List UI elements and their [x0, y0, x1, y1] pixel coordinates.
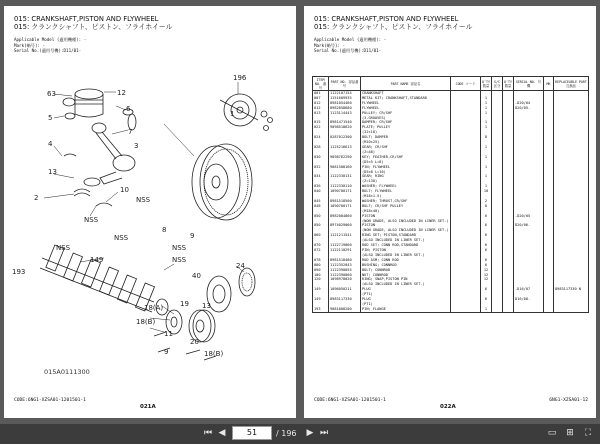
- callout: 20: [190, 338, 199, 346]
- table-cell: (Z=48): [361, 150, 451, 155]
- parts-column-header: Q'TY 数量: [503, 77, 514, 91]
- table-cell: 045: [313, 199, 329, 204]
- right-title-jp: 015: クランクシャフト、ピストン、フライホイール: [314, 22, 473, 31]
- table-cell: RING SET; PISTON,STANDARD: [361, 233, 451, 238]
- callout: NSS: [114, 234, 129, 242]
- table-cell: D16/08-: [514, 297, 544, 302]
- table-cell: 015: [313, 120, 329, 125]
- table-cell: 028: [313, 145, 329, 150]
- parts-column-header: Q'TY 数量: [481, 77, 492, 91]
- callout: 4: [48, 140, 53, 148]
- table-cell: 050: [313, 223, 329, 228]
- diagram-code: 015A0111300: [44, 368, 90, 376]
- callout: 11: [164, 330, 173, 338]
- table-cell: 1090700171: [329, 189, 361, 194]
- table-cell: 070: [313, 243, 329, 248]
- right-header: [314, 16, 472, 31]
- table-cell: 6: [481, 263, 492, 268]
- callout: 18(A): [144, 304, 164, 312]
- table-cell: (NON GRADE, ALSO INCLUDED IN LINER SET.): [362, 218, 449, 223]
- left-footer-code: CODE:6NG1-XZSA01-1201501-1: [14, 398, 86, 403]
- table-cell: 012: [313, 106, 329, 111]
- table-cell: KEY; FEATHER,CR/SHF: [361, 155, 451, 160]
- table-cell: 072: [313, 248, 329, 253]
- table-cell: 1123114443: [329, 111, 361, 116]
- damper-drawing: [220, 94, 273, 131]
- callout: NSS: [172, 256, 187, 264]
- table-cell: 149: [313, 297, 329, 302]
- callout: NSS: [84, 216, 99, 224]
- table-cell: PLATE; PULLEY: [361, 125, 451, 130]
- table-cell: 6: [481, 297, 492, 302]
- table-cell: 9081508160: [329, 165, 361, 170]
- table-cell: (D5×5 L=8): [361, 160, 451, 165]
- leader-lines: [44, 82, 244, 332]
- table-cell: 1122107154: [329, 91, 361, 96]
- right-footer-model: 6NG1-XZSA01-12: [549, 398, 588, 403]
- table-cell: 080: [313, 263, 329, 268]
- table-cell: 12: [481, 277, 492, 282]
- left-page: [4, 6, 296, 418]
- table-cell: 1125216613: [329, 145, 361, 150]
- callout: 7: [128, 128, 133, 136]
- table-cell: ROD ASM; CONN ROD: [361, 258, 451, 263]
- table-cell: 060: [313, 233, 329, 238]
- flywheel-drawing: [192, 144, 252, 220]
- first-page-button[interactable]: ⏮: [203, 428, 213, 438]
- table-cell: 040: [313, 189, 329, 194]
- table-cell: 9098518620: [329, 125, 361, 130]
- table-cell: 6: [481, 258, 492, 263]
- table-cell: (ALSO INCLUDED IN LINER SET.): [361, 253, 451, 258]
- callout: 149: [90, 256, 104, 264]
- table-cell: PIN; FLYWHEEL: [361, 165, 451, 170]
- table-cell: 013: [313, 111, 329, 116]
- table-cell: 1: [481, 184, 492, 189]
- table-cell: PLUG: [361, 287, 451, 292]
- table-cell: METAL KIT; CRANKSHAFT,STANDARD: [361, 96, 451, 101]
- table-cell: (NON GRADE, ALSO INCLUDED IN LINER SET.): [362, 228, 449, 233]
- callout: 12: [117, 89, 126, 97]
- callout: 193: [12, 268, 26, 276]
- table-cell: BOLT; CONNROD: [361, 268, 451, 273]
- table-cell: 8981518500: [329, 199, 361, 204]
- left-mark: Mark(略号): -: [14, 42, 46, 48]
- table-cell: 1090700171: [329, 204, 361, 209]
- parts-column-header: MK: [544, 77, 554, 91]
- right-page-number: 022A: [440, 404, 456, 410]
- table-cell: (PT1): [361, 292, 451, 297]
- table-cell: 1122110291: [329, 248, 361, 253]
- table-cell: 1098978020: [329, 277, 361, 282]
- table-cell: [492, 307, 503, 312]
- right-title-en: 015: CRANKSHAFT,PISTON AND FLYWHEEL: [314, 15, 459, 23]
- table-cell: PISTON: [361, 223, 451, 228]
- table-cell: BOLT; DAMPER: [361, 135, 451, 140]
- last-page-button[interactable]: ⏭: [319, 428, 329, 438]
- table-cell: 8981054460: [329, 101, 361, 106]
- table-cell: 8981471540: [329, 120, 361, 125]
- left-title-jp: 015: クランクシャフト、ピストン、フライホイール: [14, 22, 173, 31]
- right-meta: [314, 37, 386, 54]
- table-cell: 1122390055: [329, 268, 361, 273]
- table-cell: 024: [313, 135, 329, 140]
- zoom-icon[interactable]: ⊞: [566, 428, 574, 438]
- table-cell: 8982084860: [329, 214, 361, 219]
- callout: 9: [164, 348, 169, 356]
- table-cell: (ALSO INCLUDED IN LINER SET.): [361, 282, 451, 287]
- table-cell: 6: [481, 223, 492, 228]
- table-cell: DAMPER; CR/SHF: [361, 120, 451, 125]
- table-cell: 1122330110: [329, 184, 361, 189]
- callout: 40: [192, 272, 201, 280]
- table-cell: D20/05-: [514, 106, 544, 111]
- viewer-toolbar: [0, 424, 600, 444]
- table-cell: 8: [481, 135, 492, 140]
- callout: NSS: [136, 196, 151, 204]
- prev-page-button[interactable]: ◀: [218, 428, 226, 438]
- table-cell: 1096050211: [329, 287, 361, 292]
- callout: 18(B): [204, 350, 224, 358]
- table-cell: 078: [313, 258, 329, 263]
- left-applicable-model: Applicable Model (適用機種): -: [14, 37, 87, 42]
- table-cell: 1122330131: [329, 174, 361, 179]
- table-cell: PULLEY; CR/SHF: [361, 111, 451, 116]
- table-cell: 048: [313, 204, 329, 209]
- table-cell: 100: [313, 273, 329, 278]
- left-serial-no: Serial No.(適用号機):D11/01-: [14, 48, 82, 53]
- left-title-en: 015: CRANKSHAFT,PISTON AND FLYWHEEL: [14, 15, 159, 23]
- table-cell: 6: [481, 233, 492, 238]
- table-cell: GEAR; CR/SHF: [361, 145, 451, 150]
- table-cell: 1: [481, 96, 492, 101]
- page-number-input[interactable]: 51: [232, 426, 272, 440]
- table-cell: 8974029060: [329, 223, 361, 228]
- table-cell: 9098762290: [329, 155, 361, 160]
- table-cell: (PT1): [361, 302, 451, 307]
- parts-table: [312, 76, 589, 313]
- table-cell: 120: [313, 277, 329, 282]
- table-cell: (Z=130): [361, 179, 451, 184]
- table-cell: CRANKSHAFT: [361, 91, 451, 96]
- table-cell: [451, 307, 481, 312]
- table-cell: D20/06-: [514, 223, 544, 228]
- callout: 1: [230, 110, 235, 118]
- table-cell: 1122352043: [329, 263, 361, 268]
- callout: 9: [190, 232, 195, 240]
- table-cell: -D20/05: [514, 214, 544, 219]
- table-cell: (D5×8 L=16): [361, 170, 451, 175]
- connecting-rod-drawing: [84, 109, 139, 186]
- table-cell: 6: [481, 248, 492, 253]
- callout: 196: [233, 74, 247, 82]
- right-page: [304, 6, 596, 418]
- callout: 8: [162, 226, 167, 234]
- table-cell: [554, 307, 589, 312]
- callout: 6: [126, 105, 131, 113]
- table-cell: 1: [481, 307, 492, 312]
- parts-table-body: [313, 91, 589, 313]
- table-cell: 1121211541: [329, 233, 361, 238]
- table-cell: 2: [481, 199, 492, 204]
- table-cell: 1151609935: [329, 96, 361, 101]
- table-cell: 10: [481, 189, 492, 194]
- table-cell: BUSHING; CONNROD: [361, 263, 451, 268]
- table-cell: 8: [481, 204, 492, 209]
- table-cell: 193: [313, 307, 329, 312]
- parts-column-header: PART NAME 部品名: [361, 77, 451, 91]
- table-cell: (M10×25): [361, 140, 451, 145]
- callout: 13: [48, 168, 57, 176]
- table-cell: 12: [481, 273, 492, 278]
- parts-table-header: [313, 77, 589, 91]
- table-row: [313, 307, 589, 312]
- fit-page-icon[interactable]: ▭: [547, 428, 557, 438]
- table-cell: 012: [313, 101, 329, 106]
- table-cell: ROD SET; CONN ROD,STANDARD: [361, 243, 451, 248]
- bearing-shells-drawing: [64, 154, 112, 206]
- table-cell: 8983117330 N: [554, 287, 589, 292]
- callout: NSS: [172, 244, 187, 252]
- table-cell: -D20/04: [514, 101, 544, 106]
- table-cell: 1: [481, 120, 492, 125]
- table-cell: BOLT; CR/SHF PULLEY: [361, 204, 451, 209]
- table-cell: 8981518480: [329, 258, 361, 263]
- right-footer-code: CODE:6NG1-XZSA01-1201501-1: [314, 398, 386, 403]
- table-cell: 001: [313, 91, 329, 96]
- table-cell: 034: [313, 174, 329, 179]
- table-cell: (3-GROOVES): [361, 116, 451, 121]
- table-cell: WASHER; FLYWHEEL: [361, 184, 451, 189]
- table-cell: (M18×40): [361, 209, 451, 214]
- table-cell: (32×18): [361, 130, 451, 135]
- table-cell: NUT; CONNROD: [361, 273, 451, 278]
- table-cell: PIN; PISTON: [361, 248, 451, 253]
- table-cell: [514, 307, 544, 312]
- exploded-parts-diagram: [4, 6, 296, 398]
- callout: 2: [34, 194, 39, 202]
- table-cell: PISTON: [361, 214, 451, 219]
- table-cell: 022: [313, 125, 329, 130]
- table-cell: 050: [313, 214, 329, 219]
- table-cell: 1: [481, 125, 492, 130]
- callout: 5: [48, 114, 53, 122]
- table-cell: 032: [313, 165, 329, 170]
- table-cell: PLUG: [361, 297, 451, 302]
- table-cell: BOLT; FLYWHEEL: [361, 189, 451, 194]
- table-cell: (ALSO INCLUDED IN LINER SET.): [361, 238, 451, 243]
- parts-column-header: SERIAL NO. 号機: [514, 77, 544, 91]
- callout: NSS: [56, 244, 71, 252]
- table-cell: 1: [481, 106, 492, 111]
- table-cell: 0287012300: [329, 135, 361, 140]
- parts-column-header: CODE コード: [451, 77, 481, 91]
- table-cell: (M18×1.5): [361, 194, 451, 199]
- table-cell: 1122719060: [329, 243, 361, 248]
- table-cell: 1122390060: [329, 273, 361, 278]
- table-cell: 090: [313, 268, 329, 273]
- right-applicable-model: Applicable Model (適用機種): -: [314, 37, 387, 42]
- table-cell: PIN; FLANGE: [361, 307, 451, 312]
- table-cell: 6: [481, 287, 492, 292]
- callout: 13: [202, 302, 211, 310]
- table-cell: 149: [313, 287, 329, 292]
- callout: 24: [236, 262, 245, 270]
- table-cell: 1: [481, 155, 492, 160]
- left-page-number: 021A: [140, 404, 156, 410]
- next-page-button[interactable]: ▶: [306, 428, 314, 438]
- table-cell: 9081808200: [329, 307, 361, 312]
- callout: 18(B): [136, 318, 156, 326]
- table-cell: 8983117330: [329, 297, 361, 302]
- callout: 63: [47, 90, 56, 98]
- table-cell: 1: [481, 101, 492, 106]
- table-cell: 007: [313, 96, 329, 101]
- table-cell: 030: [313, 155, 329, 160]
- parts-column-header: ITEM NO. 番号: [313, 77, 329, 91]
- table-cell: -D16/07: [514, 287, 544, 292]
- table-cell: 8982858680: [329, 106, 361, 111]
- callout: 10: [120, 186, 129, 194]
- table-cell: FLYWHEEL: [361, 101, 451, 106]
- piston-drawing: [63, 89, 103, 119]
- table-cell: WASHER; THRUST,CR/SHF: [361, 199, 451, 204]
- table-cell: 1: [481, 111, 492, 116]
- table-cell: FLYWHEEL: [361, 106, 451, 111]
- table-cell: 1: [481, 165, 492, 170]
- table-cell: GEAR; RING: [361, 174, 451, 179]
- parts-column-header: S/C 区分: [492, 77, 503, 91]
- table-cell: [544, 307, 554, 312]
- right-serial-no: Serial No.(適用号機):D11/01-: [314, 48, 382, 53]
- table-cell: 6: [481, 214, 492, 219]
- callout: 3: [134, 142, 139, 150]
- right-mark: Mark(略号): -: [314, 42, 346, 48]
- table-cell: 1: [481, 174, 492, 179]
- table-cell: RING; SNAP,PISTON PIN: [361, 277, 451, 282]
- table-cell: 6: [481, 243, 492, 248]
- parts-column-header: REPLACEABLE PART 互換品: [554, 77, 589, 91]
- table-cell: 1: [481, 145, 492, 150]
- parts-column-header: PART NO. 部品番号: [329, 77, 361, 91]
- table-cell: 036: [313, 184, 329, 189]
- table-cell: 12: [481, 268, 492, 273]
- callout: 19: [180, 300, 189, 308]
- fullscreen-icon[interactable]: ⛶: [584, 428, 592, 438]
- page-total: / 196: [276, 429, 297, 438]
- table-cell: [503, 307, 514, 312]
